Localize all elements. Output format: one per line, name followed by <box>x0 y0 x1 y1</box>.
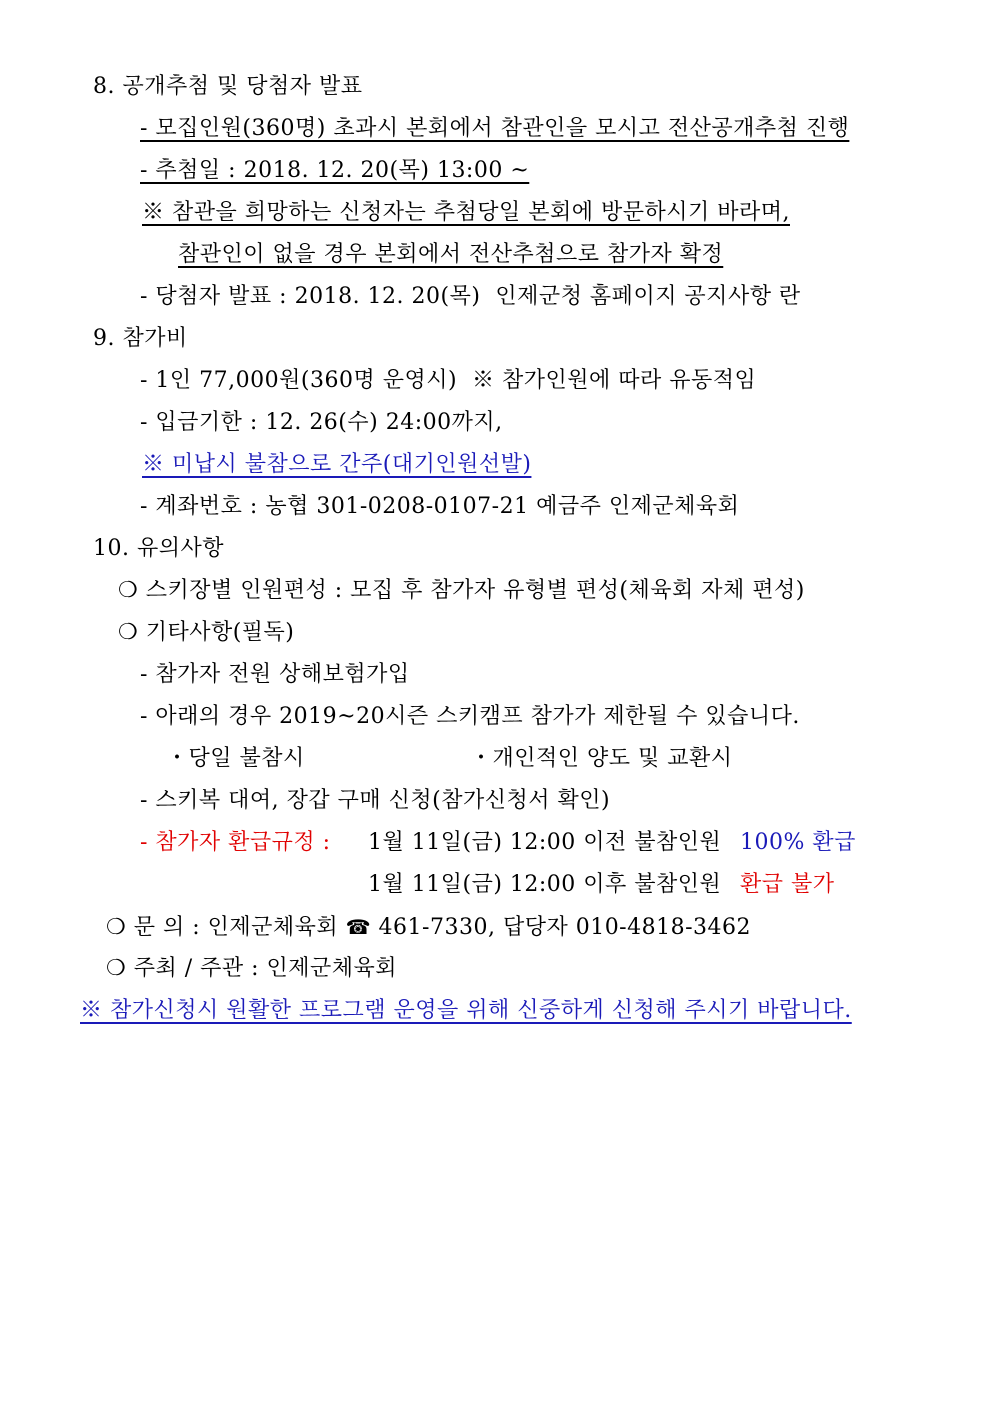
section-10-item-insurance: - 참가자 전원 상해보험가입 <box>140 662 410 687</box>
phone-icon: ☎ <box>345 915 372 939</box>
refund-rule-before-text: 1월 11일(금) 12:00 이전 불참인원 <box>368 830 722 855</box>
host-line: ❍ 주최 / 주관 : 인제군체육회 <box>106 956 398 981</box>
final-note: ※ 참가신청시 원활한 프로그램 운영을 위해 신중하게 신청해 주시기 바랍니다. <box>80 998 852 1023</box>
refund-rule-after-value: 환급 불가 <box>740 872 835 897</box>
section-10-item-rental: - 스키복 대여, 장갑 구매 신청(참가신청서 확인) <box>140 788 611 813</box>
contact-prefix: ❍ 문 의 : 인제군체육회 <box>106 915 339 940</box>
restriction-transfer: ・개인적인 양도 및 교환시 <box>470 746 733 771</box>
section-10-heading: 10. 유의사항 <box>93 536 224 561</box>
refund-rule-before-value: 100% 환급 <box>740 830 856 855</box>
section-9-unpaid-note: ※ 미납시 불참으로 간주(대기인원선발) <box>142 452 532 477</box>
section-10-bullet-other: ❍ 기타사항(필독) <box>118 620 295 645</box>
section-9-heading: 9. 참가비 <box>93 326 188 351</box>
section-8-item-recruit: - 모집인원(360명) 초과시 본회에서 참관인을 모시고 전산공개추첨 진행 <box>140 116 850 141</box>
section-9-item-account: - 계좌번호 : 농협 301-0208-0107-21 예금주 인제군체육회 <box>140 494 740 519</box>
section-8-note-line2: 참관인이 없을 경우 본회에서 전산추첨으로 참가자 확정 <box>178 242 724 267</box>
contact-line <box>106 912 751 942</box>
section-8-item-announcement: - 당첨자 발표 : 2018. 12. 20(목) 인제군청 홈페이지 공지사항 란 <box>140 284 801 309</box>
restriction-absent: ・당일 불참시 <box>166 746 305 771</box>
contact-details: 461-7330, 답당자 010-4818-3462 <box>378 915 752 940</box>
refund-rule-after-text: 1월 11일(금) 12:00 이후 불참인원 <box>368 872 722 897</box>
section-9-item-fee: - 1인 77,000원(360명 운영시) ※ 참가인원에 따라 유동적임 <box>140 368 757 393</box>
section-8-heading: 8. 공개추첨 및 당첨자 발표 <box>93 74 363 99</box>
section-9-item-deadline: - 입금기한 : 12. 26(수) 24:00까지, <box>140 410 503 435</box>
section-10-bullet-grouping: ❍ 스키장별 인원편성 : 모집 후 참가자 유형별 편성(체육회 자체 편성) <box>118 578 805 603</box>
refund-rule-label: - 참가자 환급규정 : <box>140 830 331 855</box>
section-8-note-line1: ※ 참관을 희망하는 신청자는 추첨당일 본회에 방문하시기 바라며, <box>142 200 790 225</box>
section-8-item-draw-date: - 추첨일 : 2018. 12. 20(목) 13:00 ~ <box>140 158 530 183</box>
section-10-item-restriction: - 아래의 경우 2019~20시즌 스키캠프 참가가 제한될 수 있습니다. <box>140 704 800 729</box>
